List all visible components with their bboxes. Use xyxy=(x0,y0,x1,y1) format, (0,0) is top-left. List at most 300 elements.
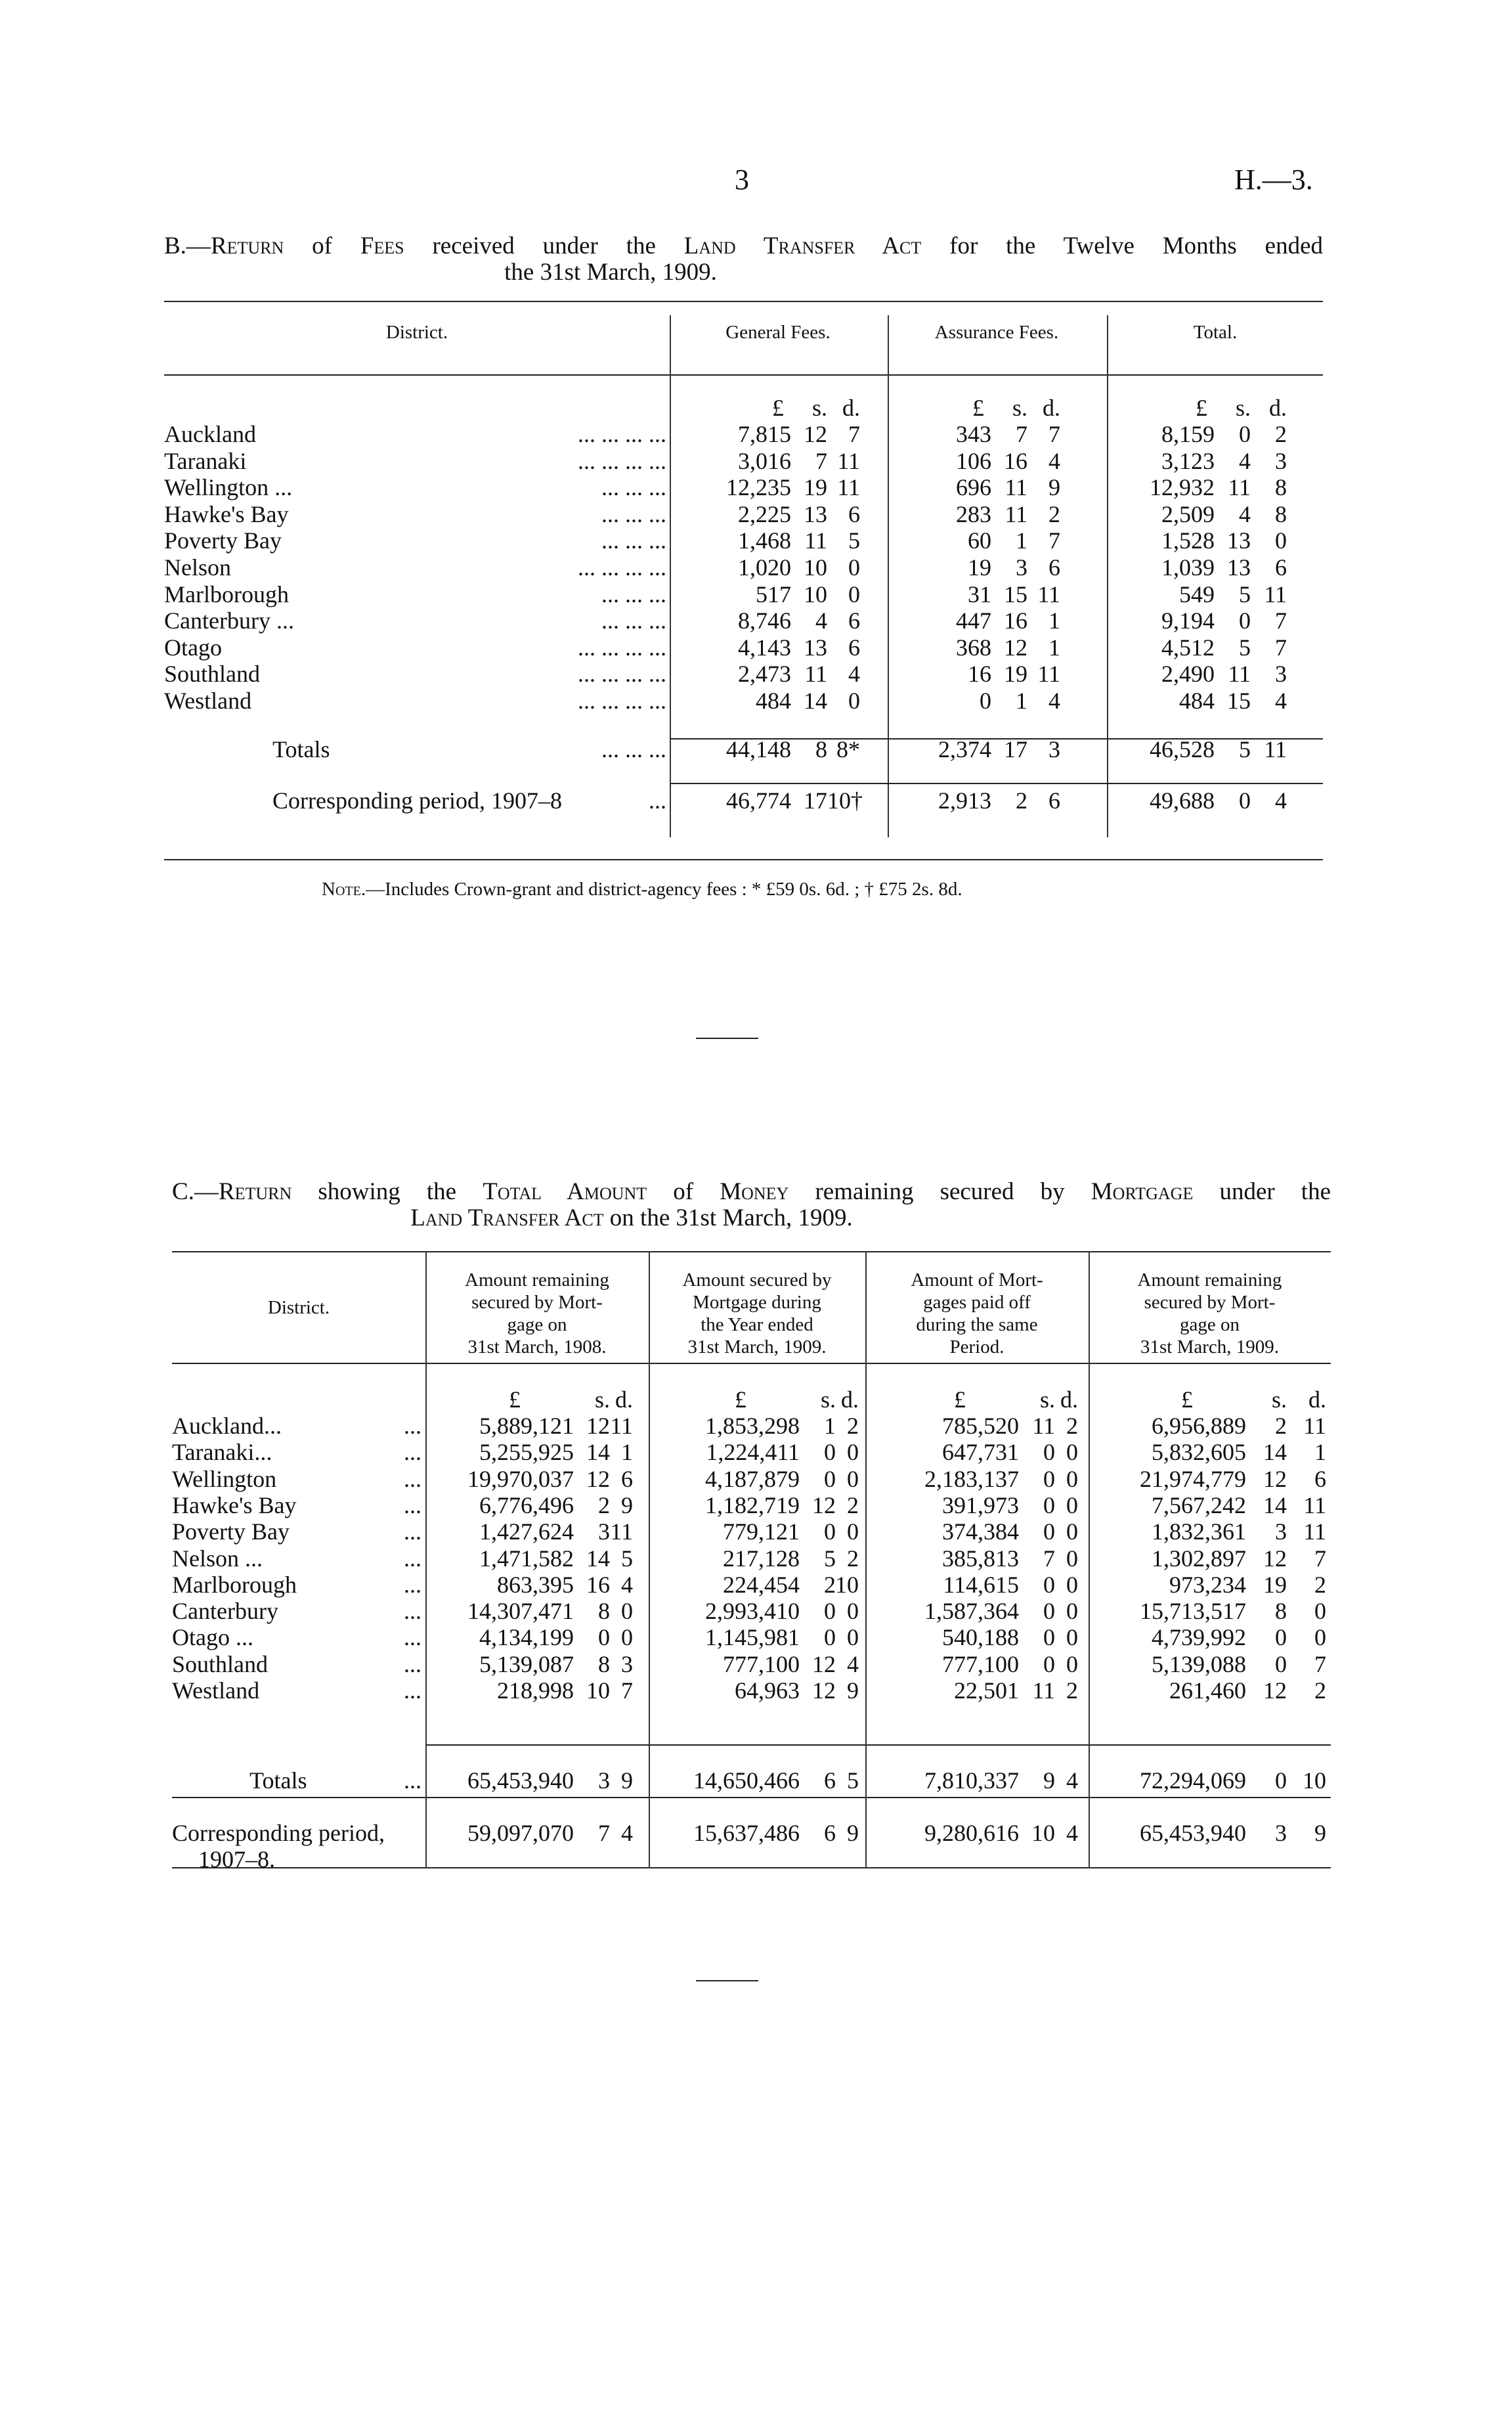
c2-value: 4 xyxy=(847,1650,859,1677)
table-c-top-rule xyxy=(172,1251,1331,1252)
gen-value: 0 xyxy=(848,581,860,607)
c2-value: 9 xyxy=(847,1820,859,1846)
leader-dots: ... ... ... xyxy=(601,581,666,607)
tot-value: 13 xyxy=(1227,527,1251,554)
c3-value: 785,520 xyxy=(942,1413,1019,1439)
ass-value: 60 xyxy=(968,527,991,554)
table-row xyxy=(164,527,1326,553)
c2-value: 1,853,298 xyxy=(705,1413,800,1439)
pound-unit: £ xyxy=(1196,395,1207,421)
c4-value: 12 xyxy=(1263,1545,1287,1572)
c2-value: 4,187,879 xyxy=(705,1465,800,1492)
gen-value: 11 xyxy=(804,527,827,554)
table-row xyxy=(172,1623,1334,1650)
ass-value: 3 xyxy=(1016,554,1027,581)
tot-value: 8 xyxy=(1275,474,1287,501)
c3-value: 0 xyxy=(1043,1598,1055,1625)
district-name: Southland xyxy=(172,1650,269,1677)
c2-value: 0 xyxy=(847,1439,859,1466)
leader-dots: ... xyxy=(404,1545,421,1572)
c3-value: 0 xyxy=(1066,1571,1078,1598)
header-line: 31st March, 1909. xyxy=(1140,1336,1280,1357)
c3-value: 7 xyxy=(1043,1545,1055,1572)
tot-value: 0 xyxy=(1239,787,1251,814)
gen-value: 6 xyxy=(848,634,860,661)
district-name: Hawke's Bay xyxy=(164,500,289,527)
ass-value: 7 xyxy=(1016,421,1027,447)
ass-value: 31 xyxy=(968,581,991,607)
leader-dots: ... xyxy=(649,787,666,814)
header-line: 31st March, 1908. xyxy=(467,1336,607,1357)
c2-value: 0 xyxy=(847,1465,859,1492)
c2-value: 12 xyxy=(812,1491,836,1518)
totals-label: Totals xyxy=(272,736,330,762)
tot-value: 11 xyxy=(1228,661,1251,688)
gen-value: 12 xyxy=(804,421,827,447)
c2-value: 10 xyxy=(835,1571,859,1598)
district-name: Taranaki... xyxy=(172,1439,272,1466)
c1-value: 59,097,070 xyxy=(467,1820,574,1846)
gen-value: 8,746 xyxy=(738,607,791,634)
table-row xyxy=(164,420,1326,447)
c3-value: 0 xyxy=(1066,1491,1078,1518)
c1-value: 5,139,087 xyxy=(479,1650,574,1677)
c4-value: 0 xyxy=(1275,1650,1287,1677)
c4-value: 1,832,361 xyxy=(1152,1518,1246,1545)
c3-value: 0 xyxy=(1043,1624,1055,1651)
c2-value: 0 xyxy=(824,1518,836,1545)
pound-unit: £ xyxy=(735,1386,746,1413)
tot-value: 2,490 xyxy=(1161,661,1215,688)
tot-value: 7 xyxy=(1275,634,1287,661)
c3-value: 777,100 xyxy=(942,1650,1019,1677)
c2-value: 5 xyxy=(824,1545,836,1572)
gen-value: 44,148 xyxy=(726,736,791,762)
table-b-corresponding-row xyxy=(164,787,1326,813)
table-row xyxy=(164,634,1326,660)
c3-value: 647,731 xyxy=(942,1439,1019,1466)
c3-value: 0 xyxy=(1066,1650,1078,1677)
tot-value: 46,528 xyxy=(1150,736,1215,762)
c2-value: 1 xyxy=(824,1413,836,1439)
c4-value: 0 xyxy=(1275,1624,1287,1651)
tot-value: 11 xyxy=(1264,581,1287,607)
c3-value: 0 xyxy=(1043,1518,1055,1545)
c2-value: 2 xyxy=(847,1413,859,1439)
gen-value: 0 xyxy=(848,554,860,581)
ass-value: 283 xyxy=(956,500,991,527)
ass-value: 11 xyxy=(1037,581,1060,607)
c1-value: 9 xyxy=(621,1491,633,1518)
leader-dots: ... xyxy=(404,1767,421,1794)
shilling-unit: s. xyxy=(594,1386,610,1413)
table-b-totals-rule-2 xyxy=(670,783,1323,784)
c1-value: 5 xyxy=(621,1545,633,1572)
gen-value: 7 xyxy=(848,421,860,447)
leader-dots: ... xyxy=(404,1624,421,1651)
tot-value: 12,932 xyxy=(1150,474,1215,501)
leader-dots: ... xyxy=(404,1439,421,1466)
section-divider-1 xyxy=(696,1038,758,1039)
gen-value: 14 xyxy=(804,688,827,714)
c1-value: 5,889,121 xyxy=(479,1413,574,1439)
table-c-header-col4 xyxy=(1089,1269,1331,1358)
ass-value: 11 xyxy=(1004,500,1027,527)
table-b-bottom-rule xyxy=(164,859,1323,860)
c3-value: 0 xyxy=(1066,1518,1078,1545)
c4-value: 3 xyxy=(1275,1820,1287,1846)
table-row xyxy=(164,607,1326,633)
table-row xyxy=(172,1545,1334,1571)
c4-value: 15,713,517 xyxy=(1140,1598,1246,1625)
tot-value: 8 xyxy=(1275,500,1287,527)
table-b-note: Note.—Includes Crown-grant and district-agency fees : * £59 0s. 6d. ; † £75 2s. 8d. xyxy=(322,879,962,900)
district-name: Nelson ... xyxy=(172,1545,263,1572)
c4-value: 7 xyxy=(1314,1545,1326,1572)
header-line: Period. xyxy=(949,1336,1004,1357)
header-line: secured by Mort- xyxy=(1144,1292,1276,1313)
pence-unit: d. xyxy=(1308,1386,1326,1413)
gen-value: 1,020 xyxy=(738,554,791,581)
c2-value: 0 xyxy=(847,1518,859,1545)
leader-dots: ... xyxy=(404,1413,421,1439)
district-name: Canterbury ... xyxy=(164,607,294,634)
page-code: H.—3. xyxy=(1234,164,1313,196)
ass-value: 368 xyxy=(956,634,991,661)
c4-value: 6 xyxy=(1314,1465,1326,1492)
corresponding-label: Corresponding period, xyxy=(172,1820,385,1846)
table-row xyxy=(164,474,1326,500)
c2-value: 0 xyxy=(847,1598,859,1625)
c4-value: 5,832,605 xyxy=(1152,1439,1246,1466)
header-line: the Year ended xyxy=(701,1314,813,1335)
ass-value: 16 xyxy=(1004,447,1027,474)
c3-value: 0 xyxy=(1066,1545,1078,1572)
c1-value: 3 xyxy=(621,1650,633,1677)
c2-value: 1,145,981 xyxy=(705,1624,800,1651)
tot-value: 0 xyxy=(1239,607,1251,634)
c3-value: 22,501 xyxy=(954,1677,1019,1704)
shilling-unit: s. xyxy=(1271,1386,1287,1413)
table-b-header-district: District. xyxy=(385,322,448,343)
c4-value: 11 xyxy=(1303,1518,1326,1545)
ass-value: 2 xyxy=(1048,500,1060,527)
tot-value: 3 xyxy=(1275,447,1287,474)
table-row xyxy=(172,1465,1334,1491)
district-name: Auckland xyxy=(164,421,256,447)
c1-value: 6 xyxy=(621,1465,633,1492)
tot-value: 11 xyxy=(1228,474,1251,501)
c4-value: 2 xyxy=(1314,1677,1326,1704)
tot-value: 484 xyxy=(1179,688,1215,714)
table-row xyxy=(172,1491,1334,1518)
leader-dots: ... ... ... ... xyxy=(578,421,666,447)
leader-dots: ... xyxy=(404,1677,421,1704)
c1-value: 19,970,037 xyxy=(467,1465,574,1492)
ass-value: 0 xyxy=(980,688,991,714)
c4-value: 3 xyxy=(1275,1518,1287,1545)
ass-value: 11 xyxy=(1004,474,1027,501)
tot-value: 0 xyxy=(1275,527,1287,554)
tot-value: 15 xyxy=(1227,688,1251,714)
ass-value: 2,913 xyxy=(938,787,991,814)
c4-value: 9 xyxy=(1314,1820,1326,1846)
c1-value: 6,776,496 xyxy=(479,1491,574,1518)
tot-value: 3 xyxy=(1275,661,1287,688)
table-b-header-rule xyxy=(164,374,1323,376)
header-line: during the same xyxy=(916,1314,1038,1335)
c3-value: 0 xyxy=(1066,1598,1078,1625)
c4-value: 1,302,897 xyxy=(1152,1545,1246,1572)
table-row xyxy=(164,500,1326,527)
ass-value: 17 xyxy=(1004,736,1027,762)
c1-value: 65,453,940 xyxy=(467,1767,574,1794)
tot-value: 0 xyxy=(1239,421,1251,447)
gen-value: 6 xyxy=(848,607,860,634)
ass-value: 9 xyxy=(1048,474,1060,501)
ass-value: 4 xyxy=(1048,688,1060,714)
leader-dots: ... ... ... ... xyxy=(578,554,666,581)
c2-value: 0 xyxy=(824,1598,836,1625)
c3-value: 0 xyxy=(1043,1465,1055,1492)
c4-value: 0 xyxy=(1314,1598,1326,1625)
table-row xyxy=(164,687,1326,713)
c1-value: 16 xyxy=(586,1571,610,1598)
gen-value: 484 xyxy=(756,688,791,714)
table-c-totals-row xyxy=(172,1767,1334,1793)
gen-value: 13 xyxy=(804,500,827,527)
table-row xyxy=(172,1650,1334,1677)
ass-value: 1 xyxy=(1048,607,1060,634)
c2-value: 217,128 xyxy=(723,1545,800,1572)
ass-value: 1 xyxy=(1016,527,1027,554)
table-b-totals-row xyxy=(164,736,1326,762)
c1-value: 8 xyxy=(598,1650,610,1677)
shilling-unit: s. xyxy=(1039,1386,1055,1413)
leader-dots: ... ... ... ... xyxy=(578,688,666,714)
ass-value: 4 xyxy=(1048,447,1060,474)
c4-value: 2 xyxy=(1275,1413,1287,1439)
c4-value: 261,460 xyxy=(1169,1677,1246,1704)
c3-value: 4 xyxy=(1066,1767,1078,1794)
c2-value: 224,454 xyxy=(723,1571,800,1598)
ass-value: 19 xyxy=(968,554,991,581)
c2-value: 779,121 xyxy=(723,1518,800,1545)
c2-value: 2 xyxy=(847,1545,859,1572)
ass-value: 696 xyxy=(956,474,991,501)
c1-value: 7 xyxy=(621,1677,633,1704)
table-b-header-assurance: Assurance Fees. xyxy=(934,322,1059,343)
gen-value: 8 xyxy=(815,736,827,762)
c2-value: 2,993,410 xyxy=(705,1598,800,1625)
c1-value: 0 xyxy=(621,1598,633,1625)
c4-value: 12 xyxy=(1263,1465,1287,1492)
page-number: 3 xyxy=(735,164,749,196)
c1-value: 1,427,624 xyxy=(479,1518,574,1545)
tot-value: 3,123 xyxy=(1161,447,1215,474)
c1-value: 14,307,471 xyxy=(467,1598,574,1625)
table-c-header-col3 xyxy=(865,1269,1089,1358)
c3-value: 0 xyxy=(1043,1491,1055,1518)
ass-value: 6 xyxy=(1048,554,1060,581)
c4-value: 4,739,992 xyxy=(1152,1624,1246,1651)
district-name: Marlborough xyxy=(164,581,289,607)
c2-value: 0 xyxy=(824,1439,836,1466)
district-name: Otago ... xyxy=(172,1624,253,1651)
gen-value: 7 xyxy=(815,447,827,474)
table-c-header-col2 xyxy=(649,1269,865,1358)
c3-value: 0 xyxy=(1066,1624,1078,1651)
ass-value: 2 xyxy=(1016,787,1027,814)
c1-value: 12 xyxy=(586,1413,610,1439)
c3-value: 385,813 xyxy=(942,1545,1019,1572)
gen-value: 11 xyxy=(804,661,827,688)
c4-value: 65,453,940 xyxy=(1140,1820,1246,1846)
c4-value: 12 xyxy=(1263,1677,1287,1704)
c1-value: 1 xyxy=(621,1439,633,1466)
ass-value: 16 xyxy=(1004,607,1027,634)
c3-value: 2 xyxy=(1066,1413,1078,1439)
leader-dots: ... xyxy=(404,1465,421,1492)
district-name: Taranaki xyxy=(164,447,247,474)
shilling-unit: s. xyxy=(820,1386,836,1413)
c1-value: 14 xyxy=(586,1545,610,1572)
gen-value: 5 xyxy=(848,527,860,554)
c2-value: 0 xyxy=(824,1465,836,1492)
district-name: Westland xyxy=(164,688,252,714)
gen-value: 8* xyxy=(836,736,860,762)
tot-value: 1,528 xyxy=(1161,527,1215,554)
c1-value: 4 xyxy=(621,1820,633,1846)
tot-value: 4,512 xyxy=(1161,634,1215,661)
table-row xyxy=(172,1518,1334,1544)
gen-value: 3,016 xyxy=(738,447,791,474)
header-line: gage on xyxy=(1180,1314,1240,1335)
c1-value: 5,255,925 xyxy=(479,1439,574,1466)
tot-value: 5 xyxy=(1239,634,1251,661)
c3-value: 540,188 xyxy=(942,1624,1019,1651)
gen-value: 1,468 xyxy=(738,527,791,554)
c2-value: 2 xyxy=(824,1571,836,1598)
district-name: Canterbury xyxy=(172,1598,278,1625)
leader-dots: ... ... ... xyxy=(601,500,666,527)
pound-unit: £ xyxy=(1181,1386,1193,1413)
gen-value: 2,473 xyxy=(738,661,791,688)
pence-unit: d. xyxy=(1269,395,1287,421)
tot-value: 5 xyxy=(1239,736,1251,762)
pound-unit: £ xyxy=(509,1386,521,1413)
c1-value: 218,998 xyxy=(497,1677,574,1704)
header-line: Amount secured by xyxy=(682,1269,832,1291)
corresponding-label-2: 1907–8. xyxy=(198,1846,275,1872)
gen-value: 13 xyxy=(804,634,827,661)
tot-value: 4 xyxy=(1275,787,1287,814)
c3-value: 1,587,364 xyxy=(924,1598,1019,1625)
c2-value: 14,650,466 xyxy=(693,1767,800,1794)
district-name: Poverty Bay xyxy=(164,527,282,554)
c4-value: 0 xyxy=(1314,1624,1326,1651)
c3-value: 4 xyxy=(1066,1820,1078,1846)
table-row xyxy=(172,1438,1334,1465)
ass-value: 3 xyxy=(1048,736,1060,762)
header-line: Amount remaining xyxy=(1137,1269,1282,1291)
district-name: Nelson xyxy=(164,554,231,581)
pence-unit: d. xyxy=(1043,395,1060,421)
ass-value: 11 xyxy=(1037,661,1060,688)
gen-value: 4,143 xyxy=(738,634,791,661)
ass-value: 7 xyxy=(1048,421,1060,447)
c1-value: 8 xyxy=(598,1598,610,1625)
c1-value: 0 xyxy=(621,1624,633,1651)
tot-value: 549 xyxy=(1179,581,1215,607)
gen-value: 17 xyxy=(804,787,827,814)
tot-value: 8,159 xyxy=(1161,421,1215,447)
gen-value: 46,774 xyxy=(726,787,791,814)
ass-value: 19 xyxy=(1004,661,1027,688)
c2-value: 12 xyxy=(812,1677,836,1704)
leader-dots: ... ... ... ... xyxy=(578,447,666,474)
table-c-header-district: District. xyxy=(267,1297,330,1318)
header-line: gage on xyxy=(507,1314,567,1335)
leader-dots: ... ... ... xyxy=(601,736,666,762)
c4-value: 11 xyxy=(1303,1491,1326,1518)
table-row xyxy=(172,1677,1334,1703)
leader-dots: ... ... ... xyxy=(601,527,666,554)
district-name: Southland xyxy=(164,661,261,688)
c1-value: 11 xyxy=(610,1518,633,1545)
pound-unit: £ xyxy=(954,1386,966,1413)
c3-value: 0 xyxy=(1066,1465,1078,1492)
c2-value: 0 xyxy=(824,1624,836,1651)
c1-value: 7 xyxy=(598,1820,610,1846)
c2-value: 12 xyxy=(812,1650,836,1677)
table-b-header-total: Total. xyxy=(1193,322,1238,343)
c4-value: 973,234 xyxy=(1169,1571,1246,1598)
gen-value: 11 xyxy=(837,447,860,474)
c1-value: 863,395 xyxy=(497,1571,574,1598)
district-name: Wellington xyxy=(172,1465,277,1492)
tot-value: 13 xyxy=(1227,554,1251,581)
c1-value: 14 xyxy=(586,1439,610,1466)
c1-value: 0 xyxy=(598,1624,610,1651)
c2-value: 6 xyxy=(824,1767,836,1794)
gen-value: 10 xyxy=(804,581,827,607)
header-line: Mortgage during xyxy=(693,1292,821,1313)
table-c-header-col1 xyxy=(425,1269,649,1358)
c2-value: 15,637,486 xyxy=(693,1820,800,1846)
header-line: secured by Mort- xyxy=(471,1292,603,1313)
tot-value: 6 xyxy=(1275,554,1287,581)
tot-value: 4 xyxy=(1239,447,1251,474)
tot-value: 9,194 xyxy=(1161,607,1215,634)
table-row xyxy=(172,1412,1334,1438)
tot-value: 11 xyxy=(1264,736,1287,762)
c2-value: 9 xyxy=(847,1677,859,1704)
tot-value: 4 xyxy=(1275,688,1287,714)
c3-value: 9,280,616 xyxy=(924,1820,1019,1846)
table-c-title: C.—Return showing the Total Amount of Money remaining secured by Mortgage under the Land Transfer Act on the 31st March, 1909. xyxy=(172,1178,1331,1231)
gen-value: 517 xyxy=(756,581,791,607)
gen-value: 10 xyxy=(804,554,827,581)
c4-value: 6,956,889 xyxy=(1152,1413,1246,1439)
c1-value: 1,471,582 xyxy=(479,1545,574,1572)
gen-value: 4 xyxy=(815,607,827,634)
pence-unit: d. xyxy=(615,1386,633,1413)
c1-value: 11 xyxy=(610,1413,633,1439)
header-line: 31st March, 1909. xyxy=(687,1336,827,1357)
table-row xyxy=(164,581,1326,607)
table-b-units-row xyxy=(164,394,1326,420)
